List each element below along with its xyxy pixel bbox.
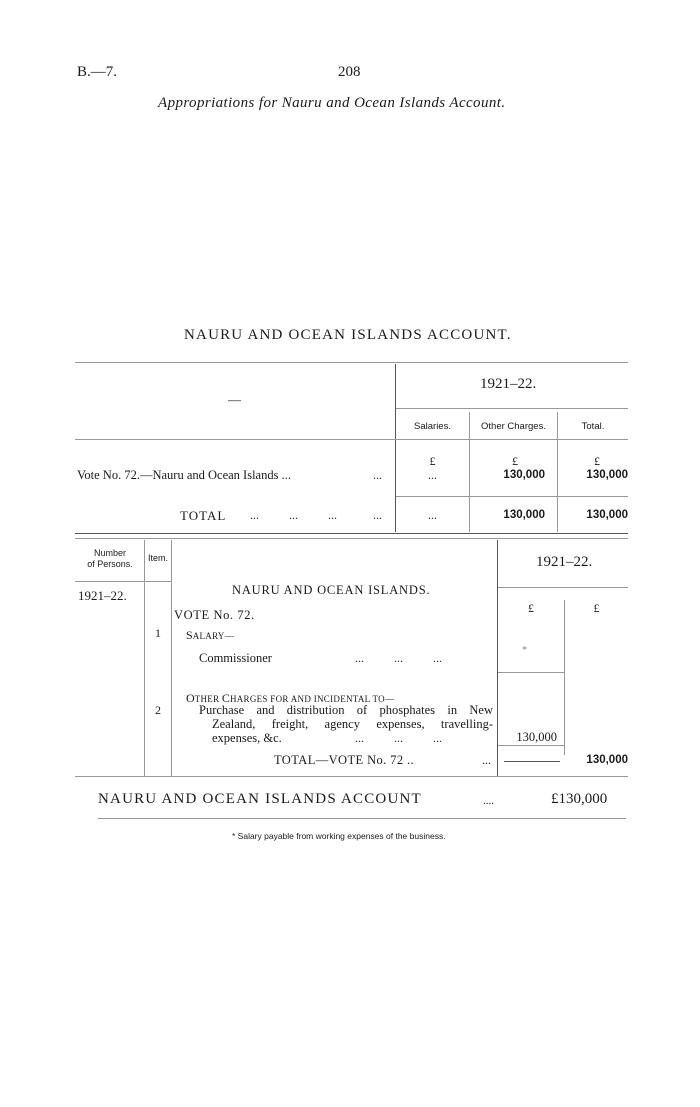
- vote-label: Vote No. 72.—Nauru and Ocean Islands ...: [77, 468, 291, 482]
- commissioner-rule: [498, 672, 564, 673]
- item-1-number: 1: [155, 626, 161, 640]
- total-vote-dash: [504, 761, 560, 762]
- summary-total-leader: ... ... ...: [250, 508, 337, 522]
- detail-sep-item: [171, 540, 172, 776]
- detail-top-rule: [75, 538, 628, 539]
- summary-subtotal-rule: [396, 496, 628, 497]
- detail-year: 1921–22.: [536, 554, 593, 570]
- detail-sep-amount-cols: [564, 600, 565, 755]
- purchase-line-1: Purchase and distribution of phosphates in New: [199, 703, 493, 717]
- oc-initial-1: O: [186, 691, 195, 705]
- commissioner-label: Commissioner: [199, 651, 272, 665]
- total-vote-leader: ...: [482, 753, 491, 767]
- account-total-label: NAURU AND OCEAN ISLANDS ACCOUNT: [98, 791, 422, 807]
- detail-bottom-rule: [75, 776, 628, 777]
- detail-header-rule-right: [498, 587, 628, 588]
- page-ref: B.—7.: [77, 64, 118, 80]
- pound-total: £: [594, 454, 600, 468]
- col-total-header: Total.: [581, 421, 605, 432]
- oc-rest-2: HARGES FOR AND INCIDENTAL TO—: [229, 694, 395, 704]
- account-total-leader: ....: [483, 795, 494, 807]
- summary-top-rule: [75, 362, 628, 363]
- col-item-header: Item.: [147, 553, 168, 563]
- col-number-line-1: Number: [93, 548, 126, 558]
- summary-year: 1921–22.: [480, 376, 537, 392]
- salary-heading-rest: ALARY—: [192, 631, 234, 641]
- summary-total-salaries: ...: [428, 508, 437, 522]
- detail-sep-persons: [144, 540, 145, 776]
- summary-total-other: 130,000: [503, 509, 545, 521]
- summary-dash: —: [228, 392, 241, 407]
- oc-rest-1: THER: [194, 694, 222, 704]
- vote-leader: ...: [373, 468, 382, 482]
- summary-divider: [395, 364, 396, 532]
- col-other-charges-header: Other Charges.: [481, 421, 546, 432]
- total-vote-amount: 130,000: [586, 754, 628, 766]
- vote-line: VOTE No. 72.: [174, 608, 255, 622]
- commissioner-mark: *: [522, 645, 527, 656]
- pound-salaries: £: [429, 454, 436, 468]
- summary-total-label: TOTAL: [180, 508, 227, 523]
- col-number-line-2: of Persons.: [87, 559, 133, 569]
- salary-heading-initial: S: [186, 628, 193, 642]
- detail-pound-2: £: [593, 601, 600, 615]
- account-total-amount: £130,000: [551, 791, 608, 807]
- section-title: NAURU AND OCEAN ISLANDS ACCOUNT.: [184, 327, 512, 343]
- col-number-header: [75, 548, 145, 570]
- summary-total-leader-2: ...: [373, 508, 382, 522]
- summary-header-rule: [75, 439, 628, 440]
- summary-bottom-rule: [75, 533, 628, 534]
- detail-header-rule-left: [75, 581, 171, 582]
- account-total-rule: [98, 818, 626, 819]
- item-2-rule: [498, 745, 564, 746]
- purchase-line-3: expenses, &c.: [212, 731, 282, 745]
- vote-total: 130,000: [586, 469, 628, 481]
- purchase-line-2: Zealand, freight, agency expenses, travelling-: [212, 717, 493, 731]
- detail-heading: NAURU AND OCEAN ISLANDS.: [232, 583, 431, 597]
- salary-heading: [186, 626, 234, 644]
- page-number: 208: [338, 64, 361, 80]
- oc-initial-2: C: [221, 691, 230, 705]
- purchase-leader: ... ... ...: [355, 731, 442, 745]
- detail-pound-1: £: [528, 601, 534, 615]
- footnote: * Salary payable from working expenses of the business.: [232, 831, 446, 841]
- running-title: Appropriations for Nauru and Ocean Islands Account.: [158, 95, 506, 111]
- item-2-number: 2: [155, 703, 161, 717]
- vote-salaries: ...: [428, 468, 437, 482]
- item-2-amount: 130,000: [516, 730, 557, 744]
- total-vote-label: TOTAL—VOTE No. 72 ..: [274, 753, 415, 767]
- pound-other: £: [512, 454, 518, 468]
- vote-other-charges: 130,000: [503, 469, 545, 481]
- col-salaries-header: Salaries.: [414, 421, 451, 432]
- commissioner-leader: ... ... ...: [355, 651, 442, 665]
- summary-total-total: 130,000: [586, 509, 628, 521]
- persons-year: 1921–22.: [78, 588, 127, 603]
- summary-year-rule: [396, 408, 628, 409]
